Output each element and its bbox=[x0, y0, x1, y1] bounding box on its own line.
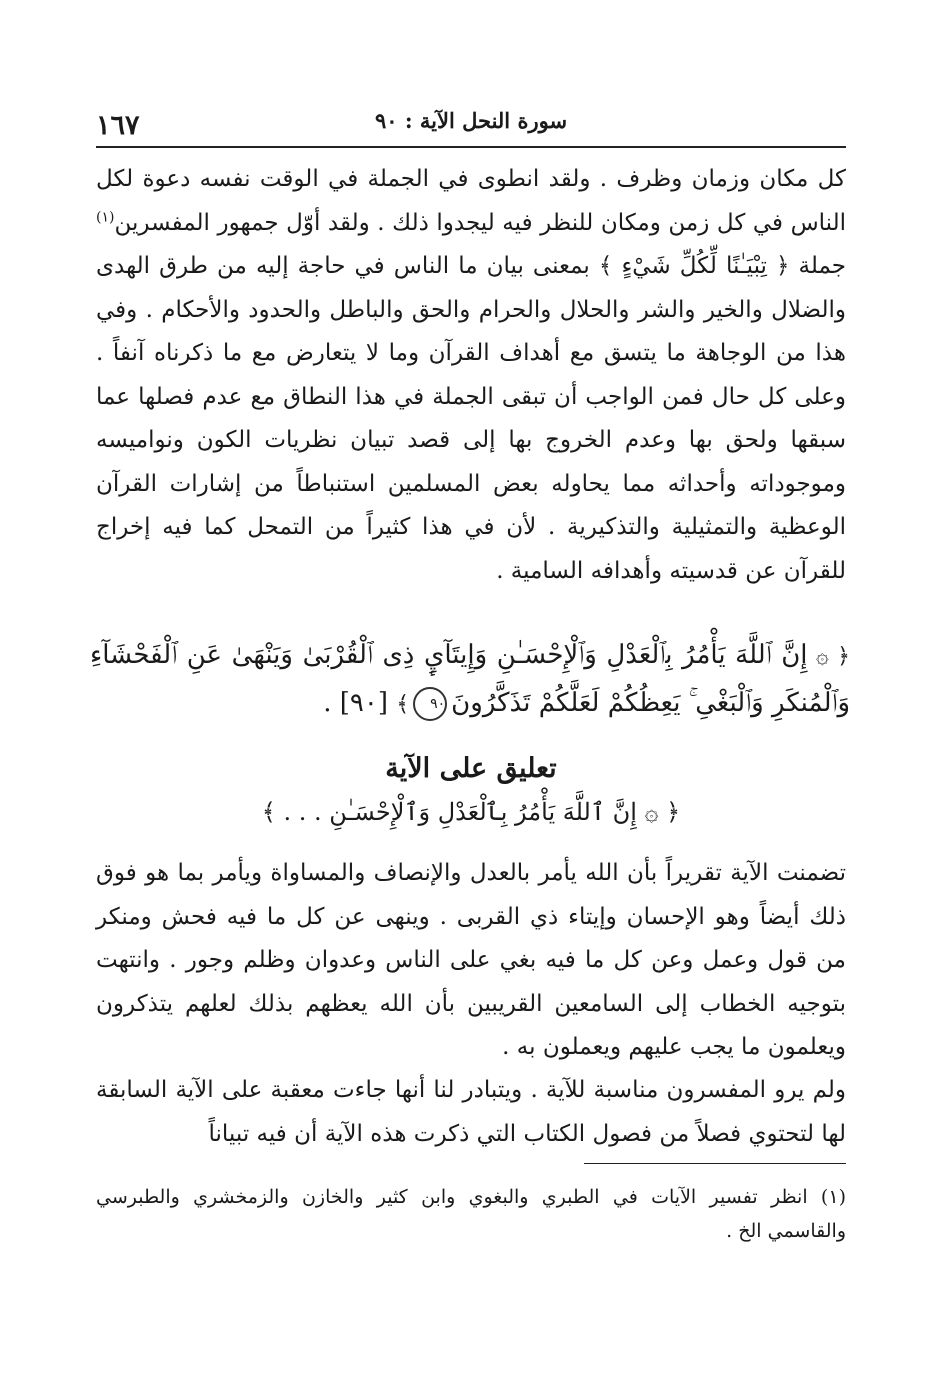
commentary-paragraph-1: تضمنت الآية تقريراً بأن الله يأمر بالعدل والإنصاف والمساواة ويأمر بما هو فوق ذلك أيضاً وهو الإحسان وإيتاء ذي القربى . وينهى عن كل ما فيه فحش ومنكر من قول وعمل وعن كل ما فيه بغي على الناس وعدوان وظلم وجور . وانتهت بتوجيه الخطاب إلى السامعين القريبين بأن الله يعظهم بذلك لعلهم يتذكرون ويعلمون ما يجب عليهم ويعملون به . bbox=[96, 860, 846, 1060]
quran-verse bbox=[90, 632, 850, 728]
section-verse-quote: ﴿ ۞ إِنَّ ٱللَّهَ يَأْمُرُ بِٱلْعَدْلِ وَٱلْإِحْسَـٰنِ . . . ﴾ bbox=[261, 798, 681, 826]
body-paragraph bbox=[96, 158, 846, 593]
section-title: تعليق على الآية bbox=[385, 753, 557, 784]
verse-close-bracket: ﴾ bbox=[396, 692, 410, 717]
page-header bbox=[96, 100, 846, 148]
commentary-paragraph-2: ولم يرو المفسرون مناسبة للآية . ويتبادر لنا أنها جاءت معقبة على الآية السابقة لها لتحتوي فصلاً من فصول الكتاب التي ذكرت هذه الآية أن فيه تبياناً bbox=[96, 1077, 846, 1147]
verse-text: إِنَّ ٱللَّهَ يَأْمُرُ بِٱلْعَدْلِ وَٱلْإِحْسَـٰنِ وَإِيتَآيِٕ ذِى ٱلْقُرْبَىٰ وَيَنْهَىٰ عَنِ ٱلْفَحْشَآءِ وَٱلْمُنكَرِ وَٱلْبَغْىِ ۚ يَعِظُكُمْ لَعَلَّكُمْ تَذَكَّرُونَ bbox=[90, 640, 850, 718]
verse-reference: [٩٠] . bbox=[323, 688, 397, 718]
body-text-part1: كل مكان وزمان وظرف . ولقد انطوى في الجملة في الوقت نفسه دعوة لكل الناس في كل زمن ومكان للنظر فيه ليجدوا ذلك . ولقد أوّل جمهور المفسرين bbox=[96, 166, 846, 236]
verse-open-bracket: ﴿ ۞ bbox=[807, 644, 850, 669]
footnote: (١) انظر تفسير الآيات في الطبري والبغوي وابن كثير والخازن والزمخشري والطبرسي والقاسمي الخ . bbox=[96, 1186, 846, 1242]
page-number: ١٦٧ bbox=[96, 110, 140, 141]
footnote-reference: (١) bbox=[96, 208, 115, 225]
footnote-divider bbox=[584, 1163, 846, 1164]
body-text-part2: جملة ﴿ تِبْيَـٰنًا لِّكُلِّ شَيْءٍ ﴾ بمعنى بيان ما الناس في حاجة إليه من طرق الهدى والضلال والخير والشر والحلال والحرام والحق والباطل والحدود والأحكام . وفي هذا من الوجاهة ما يتسق مع أهداف القرآن وما لا يتعارض مع ما ذكرناه آنفاً . وعلى كل حال فمن الواجب أن تبقى الجملة في هذا النطاق مع عدم فصلها عما سبقها ولحق بها وعدم الخروج بها إلى قصد تبيان نظريات الكون ونواميسه وموجوداته وأحداثه مما يحاوله بعض المسلمين استنباطاً من إشارات القرآن الوعظية والتمثيلية والتذكيرية . لأن في هذا كثيراً من التمحل كما فيه إخراج للقرآن عن قدسيته وأهدافه السامية . bbox=[96, 253, 846, 584]
running-head: سورة النحل الآية : ٩٠ bbox=[374, 108, 568, 133]
ayah-number-marker: ٩٠ bbox=[413, 687, 447, 721]
